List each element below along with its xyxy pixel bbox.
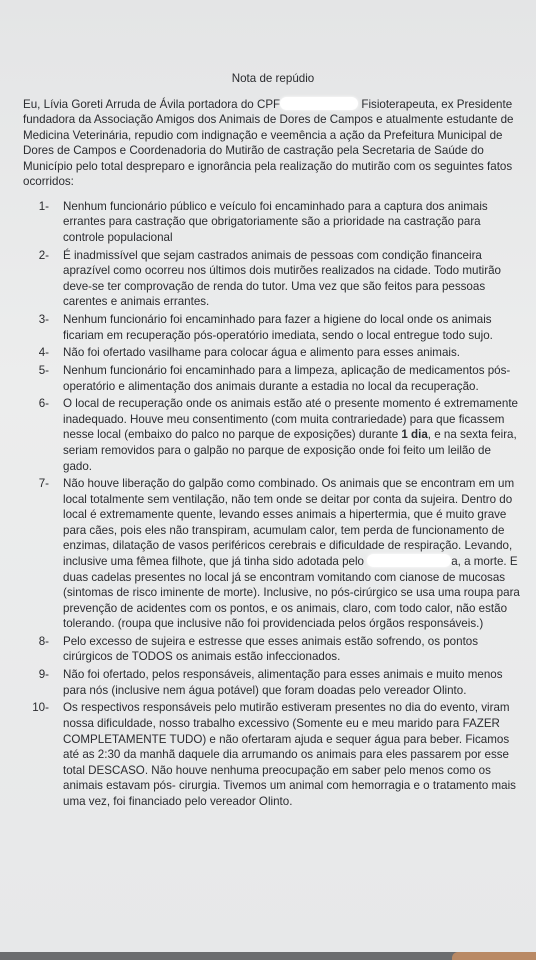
item-number: 3-	[38, 313, 49, 327]
item-text: Nenhum funcionário público e veículo foi encaminhado para a captura dos animais errantes para castração que obrigatoriamente são a prioridade na castração para controle populacional	[63, 199, 488, 244]
redaction-mark	[280, 97, 358, 110]
item-text: Pelo excesso de sujeira e estresse que esses animais estão sofrendo, os pontos cirúrgicos de TODOS os animais estão infeccionados.	[63, 634, 479, 664]
item-text: É inadmissível que sejam castrados animais de pessoas com condição financeira aprazível como ocorreu nos últimos dois mutirões realizados na cidade. Todo mutirão deve-se ter comprovação de renda do tutor. Uma vez que são feitos para pessoas carentes e animais errantes.	[63, 248, 501, 309]
item-number: 1-	[38, 199, 49, 213]
item-number: 10-	[32, 701, 49, 715]
item-text: Não foi ofertado vasilhame para colocar água e alimento para esses animais.	[63, 346, 460, 360]
item-text: Não houve liberação do galpão como combinado. Os animais que se encontram em um local totalmente sem ventilação, não tem onde se deitar por conta da sujeira. Dentro do local é extremamente quente, levando esses animais a hipertermia, que é muito grave para cães, pois eles não transpiram, acumulam calor, tem perda de funcionamento de enzimas, dilatação de vasos periféricos cerebrais e dificuldade de respiração. Levando, inclusive uma fêmea filhote, que já tinha sido adotada pelo	[63, 477, 515, 568]
intro-text-end: Fisioterapeuta, ex Presidente fundadora da Associação Amigos dos Animais de Dores de Campos e atualmente estudante de Medicina Veterinária, repudio com indignação e veemência a ação da Prefeitura Municipal de Dores de Campos e Coordenadoria do Mutirão de castração pela Secretaria de Saúde do Município pelo total despreparo e ignorância pela realização do mutirão com os seguintes fatos ocorridos:	[23, 97, 514, 189]
item-number: 7-	[38, 477, 49, 491]
item-number: 9-	[38, 668, 49, 682]
intro-text-start: Eu, Lívia Goreti Arruda de Ávila portadora do CPF	[23, 97, 281, 111]
document-title: Nota de repúdio	[231, 72, 315, 85]
item-text: Nenhum funcionário foi encaminhado para a limpeza, aplicação de medicamentos pós-operatório e alimentação dos animais durante a estadia no local da recuperação.	[63, 364, 511, 393]
item-text: O local de recuperação onde os animais estão até o presente momento é extremamente inadequado. Houve meu consentimento (com muita contrariedade) para que ficassem nesse local (embaixo do palco no parque de exposições) durante	[63, 397, 518, 442]
item-text: Os respectivos responsáveis pelo mutirão estiveram presentes no dia do evento, viram nossa dificuldade, nosso trabalho excessivo (Somente eu e meu marido para FAZER COMPLETAMENTE TUDO) e não ofertaram ajuda e sequer água para beber. Ficamos até as 2:30 da manhã daquele dia arrumando os animais para eles passarem por esse total DESCASO. Não houve nenhuma preocupação em saber pelo menos como os animais estavam pós- cirurgia. Tivemos um animal com hemorragia e o tratamento mais uma vez, foi financiado pelo vereador Olinto.	[63, 701, 516, 808]
item-number: 8-	[38, 634, 49, 648]
background-object	[452, 952, 536, 960]
background-surface	[0, 952, 536, 960]
facts-list	[23, 199, 523, 809]
item-text: a, a morte. E duas cadelas presentes no local já se encontram vomitando com cianose de mucosas (sintomas de risco iminente de morte). Inclusive, no pós-cirúrgico se usa uma roupa para prevenção de acidentes com os pontos, e os animais, claro, com todo calor, não estão tolerando. (roupa que inclusive não foi providenciada pelos órgãos responsáveis.)	[63, 554, 520, 631]
item-number: 5-	[38, 364, 49, 378]
list-item	[23, 345, 523, 361]
item-text: , e na sexta feira, seriam removidos para o galpão no parque de exposição onde foi feito um leilão de gado.	[63, 428, 517, 473]
list-item	[23, 363, 523, 394]
item-number: 2-	[38, 248, 49, 262]
item-number: 4-	[38, 346, 49, 360]
list-item	[23, 476, 523, 631]
item-number: 6-	[38, 397, 49, 411]
redaction-mark	[367, 554, 451, 567]
intro-paragraph	[23, 97, 523, 190]
list-item	[23, 248, 523, 310]
list-item	[23, 667, 523, 698]
list-item	[23, 634, 523, 665]
list-item	[23, 700, 523, 809]
list-item	[23, 199, 523, 246]
list-item	[23, 312, 523, 343]
item-text: Não foi ofertado, pelos responsáveis, alimentação para esses animais e muito menos para nós (inclusive nem água potável) que foram doadas pelo vereador Olinto.	[63, 668, 503, 697]
item-bold-text: 1 dia	[401, 428, 428, 442]
item-text: Nenhum funcionário foi encaminhado para fazer a higiene do local onde os animais ficariam em recuperação pós-operatório imediata, sendo o local entregue todo sujo.	[63, 313, 493, 342]
document-body	[23, 71, 523, 811]
list-item	[23, 396, 523, 474]
